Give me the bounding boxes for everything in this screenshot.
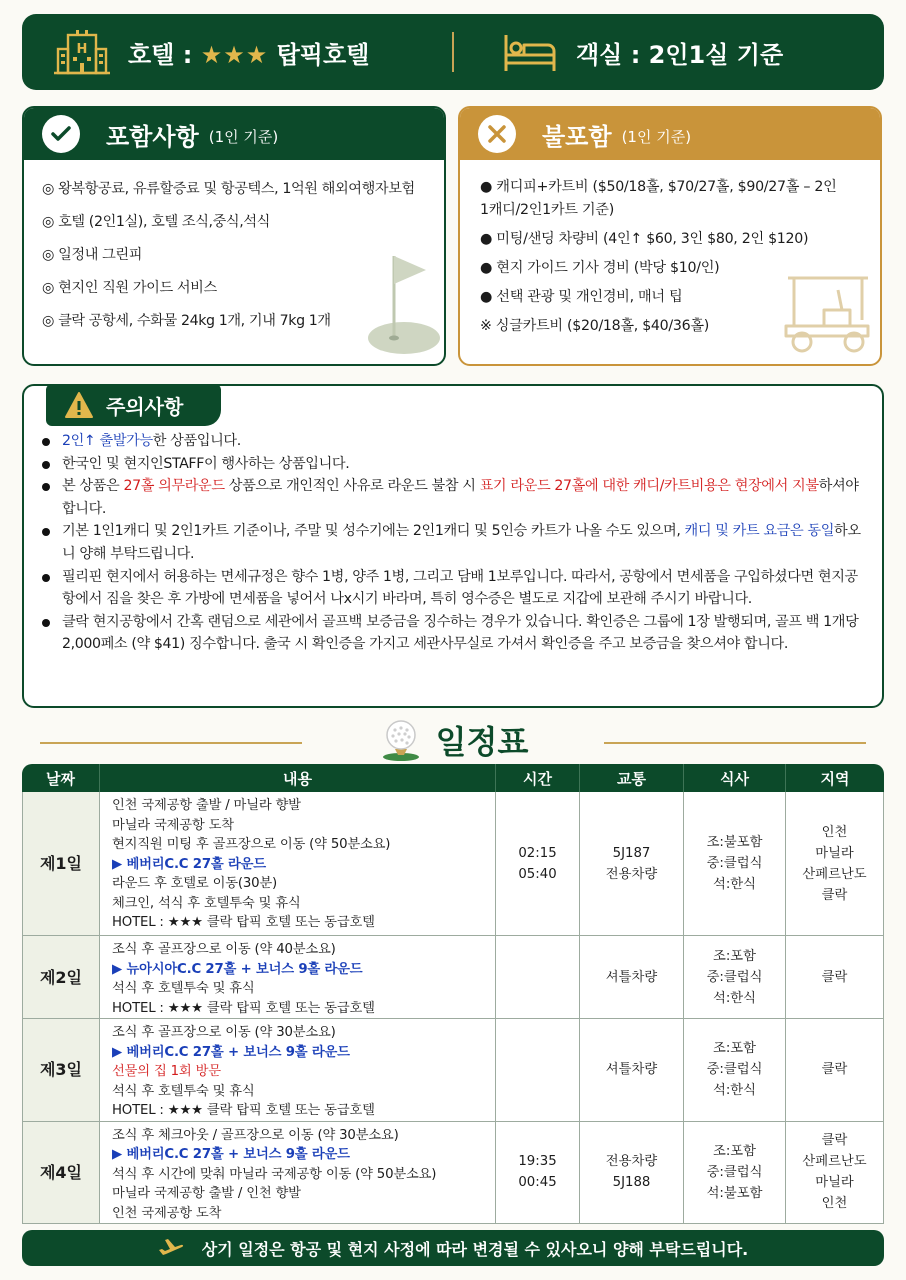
- warning-icon: [64, 391, 94, 419]
- meal-cell: 조:포함 중:클럽식 석:한식: [684, 1019, 786, 1122]
- table-row: [22, 936, 884, 1019]
- list-item: ● 현지 가이드 기사 경비 (박당 $10/인): [480, 260, 720, 276]
- column-header: 식사: [684, 764, 786, 792]
- room-label: 객실 : 2인1실 기준: [576, 40, 784, 69]
- region-cell: 인천 마닐라 산페르난도 클락: [786, 792, 884, 936]
- schedule-title: 일정표: [435, 723, 529, 761]
- list-item: ● 미팅/샌딩 차량비 (4인↑ $60, 3인 $80, 2인 $120): [480, 231, 809, 247]
- day-cell: 제1일: [22, 792, 100, 936]
- excluded-box: [458, 106, 882, 366]
- hotel-stars: ★★★: [200, 40, 269, 69]
- excluded-header: [460, 108, 880, 160]
- meal-cell: 조:포함 중:클럽식 석:한식: [684, 936, 786, 1019]
- transport-cell: 전용차량 5J188: [580, 1122, 684, 1225]
- content-cell: 인천 국제공항 출발 / 마닐라 향발 마닐라 국제공항 도착 현지직원 미팅 후 골프장으로 이동 (약 50분소요) ▶ 베버리C.C 27홀 라운드 라운드 후 호텔로 이동(30분) 체크인, 석식 후 호텔투숙 및 휴식 HOTEL : ★★★ 클락 탑픽 호텔 또는 동급호텔: [100, 792, 496, 936]
- list-item: ● 캐디피+카트비 ($50/18홀, $70/27홀, $90/27홀 – 2인1캐디/2인1카트 기준): [480, 179, 837, 218]
- schedule-table: [22, 764, 884, 1224]
- golf-ball-icon: [378, 717, 424, 763]
- divider: [604, 742, 866, 744]
- golf-round: ▶ 베버리C.C 27홀 + 보너스 9홀 라운드: [112, 1147, 350, 1162]
- caution-item: 기본 1인1캐디 및 2인1카트 기준이나, 주말 및 성수기에는 2인1캐디 및 5인승 카트가 나올 수도 있으며, 캐디 및 카트 요금은 동일하오니 양해 부탁드립니다.: [40, 520, 868, 565]
- check-icon: [42, 115, 80, 153]
- caution-list: [40, 430, 868, 656]
- time-cell: [496, 936, 580, 1019]
- divider: [40, 742, 302, 744]
- included-box: [22, 106, 446, 366]
- caution-header: [46, 384, 221, 426]
- list-item: ◎ 일정내 그린피: [42, 247, 143, 263]
- transport-cell: 5J187 전용차량: [580, 792, 684, 936]
- included-subtitle: (1인 기준): [208, 127, 279, 146]
- excluded-subtitle: (1인 기준): [621, 127, 692, 146]
- day-cell: 제4일: [22, 1122, 100, 1225]
- time-cell: [496, 1019, 580, 1122]
- hotel-info: [22, 14, 452, 90]
- region-cell: 클락: [786, 936, 884, 1019]
- included-title: 포함사항: [106, 122, 199, 151]
- caution-item: 2인↑ 출발가능한 상품입니다.: [40, 430, 868, 453]
- table-row: [22, 792, 884, 936]
- column-header: 지역: [786, 764, 884, 792]
- caution-item: 필리핀 현지에서 허용하는 면세규정은 향수 1병, 양주 1병, 그리고 담배 1보루입니다. 따라서, 공항에서 면세품을 구입하셨다면 현지공항에서 짐을 찾은 후 가방에 면세품을 넣어서 나x시기 바라며, 특히 영수증은 별도로 지갑에 보관해 주시기 바랍니다.: [40, 566, 868, 611]
- caution-item: 한국인 및 현지인STAFF이 행사하는 상품입니다.: [40, 453, 868, 476]
- meal-cell: 조:불포함 중:클럽식 석:한식: [684, 792, 786, 936]
- meal-cell: 조:포함 중:클럽식 석:불포함: [684, 1122, 786, 1225]
- golf-round: ▶ 베버리C.C 27홀 라운드: [112, 856, 266, 872]
- footer-text: 상기 일정은 항공 및 현지 사정에 따라 변경될 수 있사오니 양해 부탁드립니다.: [201, 1239, 749, 1259]
- day-cell: 제2일: [22, 936, 100, 1019]
- room-info: [454, 14, 783, 90]
- footer-notice: [22, 1230, 884, 1266]
- excluded-list: [460, 160, 880, 338]
- column-header: 내용: [100, 764, 496, 792]
- included-list: [24, 160, 444, 343]
- table-row: [22, 1122, 884, 1225]
- list-item: ● 선택 관광 및 개인경비, 매너 팁: [480, 289, 683, 305]
- hotel-label: 호텔 : ★★★ 탑픽호텔: [128, 40, 370, 69]
- table-row: [22, 1019, 884, 1122]
- caution-box: [22, 384, 884, 708]
- column-header: 시간: [496, 764, 580, 792]
- column-header: 날짜: [22, 764, 100, 792]
- region-cell: 클락: [786, 1019, 884, 1122]
- header-bar: [22, 14, 884, 90]
- included-header: [24, 108, 444, 160]
- column-header: 교통: [580, 764, 684, 792]
- list-item: ◎ 왕복항공료, 유류할증료 및 항공텍스, 1억원 해외여행자보험: [42, 181, 415, 197]
- content-cell: 조식 후 골프장으로 이동 (약 40분소요) ▶ 뉴아시아C.C 27홀 + 보너스 9홀 라운드 석식 후 호텔투숙 및 휴식 HOTEL : ★★★ 클락 탑픽 호텔 또는 동급호텔: [100, 936, 496, 1019]
- bed-icon: [502, 27, 558, 77]
- day-cell: 제3일: [22, 1019, 100, 1122]
- content-cell: 조식 후 체크아웃 / 골프장으로 이동 (약 30분소요) ▶ 베버리C.C 27홀 + 보너스 9홀 라운드 석식 후 시간에 맞춰 마닐라 국제공항 이동 (약 50분소요) 마닐라 국제공항 출발 / 인천 향발 인천 국제공항 도착: [100, 1122, 496, 1225]
- transport-cell: 셔틀차량: [580, 1019, 684, 1122]
- region-cell: 클락 산페르난도 마닐라 인천: [786, 1122, 884, 1225]
- caution-item: 본 상품은 27홀 의무라운드 상품으로 개인적인 사유로 라운드 불참 시 표기 라운드 27홀에 대한 캐디/카트비용은 현장에서 지불하셔야 합니다.: [40, 475, 868, 520]
- hotel-building-icon: [54, 27, 110, 77]
- list-item: ◎ 현지인 직원 가이드 서비스: [42, 280, 217, 296]
- svg-text:H: H: [76, 42, 88, 57]
- transport-cell: 셔틀차량: [580, 936, 684, 1019]
- excluded-title: 불포함: [542, 122, 612, 151]
- special-visit: 선물의 집 1회 방문: [112, 1064, 221, 1079]
- time-cell: 19:35 00:45: [496, 1122, 580, 1225]
- caution-title: 주의사항: [106, 394, 184, 419]
- table-header-row: [22, 764, 884, 792]
- schedule-heading: [0, 712, 906, 768]
- airplane-icon: [158, 1237, 184, 1259]
- golf-round: ▶ 뉴아시아C.C 27홀 + 보너스 9홀 라운드: [112, 961, 363, 977]
- x-icon: [478, 115, 516, 153]
- list-item: ◎ 클락 공항세, 수화물 24kg 1개, 기내 7kg 1개: [42, 313, 331, 329]
- list-item: ※ 싱글카트비 ($20/18홀, $40/36홀): [480, 318, 709, 334]
- golf-round: ▶ 베버리C.C 27홀 + 보너스 9홀 라운드: [112, 1044, 350, 1060]
- caution-item: 클락 현지공항에서 간혹 랜덤으로 세관에서 골프백 보증금을 징수하는 경우가 있습니다. 확인증은 그룹에 1장 발행되며, 골프 백 1개당 2,000페소 (약 $41) 징수합니다. 출국 시 확인증을 가지고 세관사무실로 가셔서 확인증을 주고 보증금을 찾으셔야 합니다.: [40, 611, 868, 656]
- content-cell: 조식 후 골프장으로 이동 (약 30분소요) ▶ 베버리C.C 27홀 + 보너스 9홀 라운드 선물의 집 1회 방문 석식 후 호텔투숙 및 휴식 HOTEL : ★★★ 클락 탑픽 호텔 또는 동급호텔: [100, 1019, 496, 1122]
- list-item: ◎ 호텔 (2인1실), 호텔 조식,중식,석식: [42, 214, 270, 230]
- time-cell: 02:15 05:40: [496, 792, 580, 936]
